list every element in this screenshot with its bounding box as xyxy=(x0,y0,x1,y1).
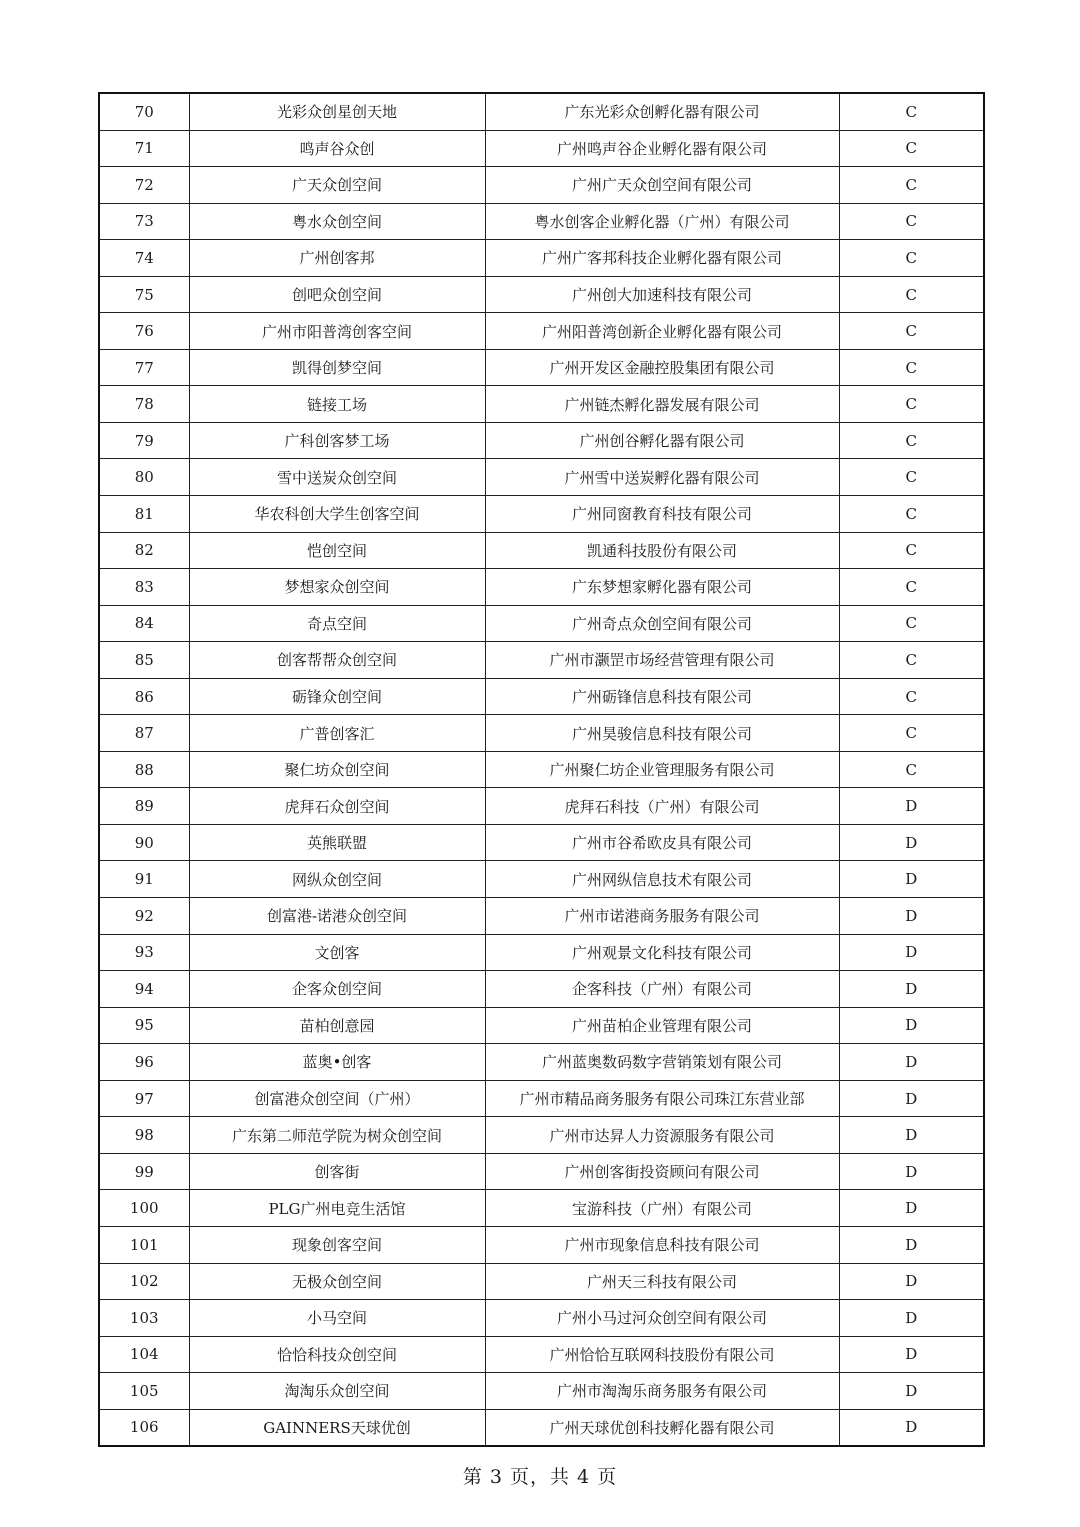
row-number-cell: 74 xyxy=(99,240,189,277)
row-number-cell: 90 xyxy=(99,824,189,861)
operator-cell: 广州昊骏信息科技有限公司 xyxy=(485,715,839,752)
table-row xyxy=(99,971,984,1008)
table-row xyxy=(99,130,984,167)
row-number-cell: 82 xyxy=(99,532,189,569)
row-number-cell: 72 xyxy=(99,167,189,204)
space-name-cell: 链接工场 xyxy=(189,386,485,423)
grade-cell: D xyxy=(839,934,984,971)
operator-cell: 粤水创客企业孵化器（广州）有限公司 xyxy=(485,203,839,240)
row-number-cell: 91 xyxy=(99,861,189,898)
operator-cell: 凯通科技股份有限公司 xyxy=(485,532,839,569)
grade-cell: D xyxy=(839,971,984,1008)
space-name-cell: 无极众创空间 xyxy=(189,1263,485,1300)
space-name-cell: 粤水众创空间 xyxy=(189,203,485,240)
table-row xyxy=(99,642,984,679)
space-name-cell: 华农科创大学生创客空间 xyxy=(189,496,485,533)
table-row xyxy=(99,1044,984,1081)
table-row xyxy=(99,1409,984,1446)
grade-cell: C xyxy=(839,203,984,240)
operator-cell: 广东梦想家孵化器有限公司 xyxy=(485,569,839,606)
operator-cell: 广州天球优创科技孵化器有限公司 xyxy=(485,1409,839,1446)
table-row xyxy=(99,788,984,825)
row-number-cell: 71 xyxy=(99,130,189,167)
space-name-cell: 砺锋众创空间 xyxy=(189,678,485,715)
grade-cell: D xyxy=(839,1226,984,1263)
grade-cell: D xyxy=(839,1373,984,1410)
table-row xyxy=(99,422,984,459)
operator-cell: 广州同窗教育科技有限公司 xyxy=(485,496,839,533)
row-number-cell: 100 xyxy=(99,1190,189,1227)
space-name-cell: 蓝奥•创客 xyxy=(189,1044,485,1081)
grade-cell: C xyxy=(839,276,984,313)
page-number: 第 3 页，共 4 页 xyxy=(462,1466,618,1488)
operator-cell: 广州苗柏企业管理有限公司 xyxy=(485,1007,839,1044)
grade-cell: D xyxy=(839,1080,984,1117)
table-row xyxy=(99,1117,984,1154)
operator-cell: 广州天三科技有限公司 xyxy=(485,1263,839,1300)
table-row xyxy=(99,1373,984,1410)
grade-cell: D xyxy=(839,1007,984,1044)
grade-cell: C xyxy=(839,715,984,752)
space-name-cell: 创富港众创空间（广州） xyxy=(189,1080,485,1117)
row-number-cell: 103 xyxy=(99,1300,189,1337)
grade-cell: D xyxy=(839,1336,984,1373)
operator-cell: 广州奇点众创空间有限公司 xyxy=(485,605,839,642)
space-name-cell: 聚仁坊众创空间 xyxy=(189,751,485,788)
table-row xyxy=(99,1190,984,1227)
table-row xyxy=(99,496,984,533)
space-name-cell: 企客众创空间 xyxy=(189,971,485,1008)
grade-cell: C xyxy=(839,313,984,350)
operator-cell: 广州市现象信息科技有限公司 xyxy=(485,1226,839,1263)
row-number-cell: 80 xyxy=(99,459,189,496)
grade-cell: C xyxy=(839,349,984,386)
table-row xyxy=(99,386,984,423)
operator-cell: 广州聚仁坊企业管理服务有限公司 xyxy=(485,751,839,788)
row-number-cell: 83 xyxy=(99,569,189,606)
table-row xyxy=(99,861,984,898)
grade-cell: C xyxy=(839,130,984,167)
space-name-cell: 广东第二师范学院为树众创空间 xyxy=(189,1117,485,1154)
operator-cell: 广州市诺港商务服务有限公司 xyxy=(485,898,839,935)
grade-cell: D xyxy=(839,1044,984,1081)
grade-cell: D xyxy=(839,1153,984,1190)
table-row xyxy=(99,203,984,240)
space-name-cell: 虎拜石众创空间 xyxy=(189,788,485,825)
row-number-cell: 94 xyxy=(99,971,189,1008)
row-number-cell: 86 xyxy=(99,678,189,715)
row-number-cell: 87 xyxy=(99,715,189,752)
table-row xyxy=(99,824,984,861)
space-name-cell: 小马空间 xyxy=(189,1300,485,1337)
space-name-cell: PLG广州电竞生活馆 xyxy=(189,1190,485,1227)
space-name-cell: GAINNERS天球优创 xyxy=(189,1409,485,1446)
table-row xyxy=(99,569,984,606)
grade-cell: D xyxy=(839,824,984,861)
table-row xyxy=(99,93,984,130)
row-number-cell: 73 xyxy=(99,203,189,240)
space-name-cell: 英熊联盟 xyxy=(189,824,485,861)
operator-cell: 广州观景文化科技有限公司 xyxy=(485,934,839,971)
row-number-cell: 105 xyxy=(99,1373,189,1410)
row-number-cell: 97 xyxy=(99,1080,189,1117)
operator-cell: 广州创客街投资顾问有限公司 xyxy=(485,1153,839,1190)
grade-cell: C xyxy=(839,605,984,642)
grade-cell: C xyxy=(839,240,984,277)
row-number-cell: 88 xyxy=(99,751,189,788)
row-number-cell: 93 xyxy=(99,934,189,971)
operator-cell: 虎拜石科技（广州）有限公司 xyxy=(485,788,839,825)
operator-cell: 广州小马过河众创空间有限公司 xyxy=(485,1300,839,1337)
grade-cell: C xyxy=(839,459,984,496)
row-number-cell: 81 xyxy=(99,496,189,533)
table-row xyxy=(99,1080,984,1117)
row-number-cell: 70 xyxy=(99,93,189,130)
operator-cell: 广州恰恰互联网科技股份有限公司 xyxy=(485,1336,839,1373)
grade-cell: D xyxy=(839,788,984,825)
grade-cell: C xyxy=(839,93,984,130)
operator-cell: 广州创大加速科技有限公司 xyxy=(485,276,839,313)
table-row xyxy=(99,240,984,277)
grade-cell: C xyxy=(839,386,984,423)
table-row xyxy=(99,1007,984,1044)
table-row xyxy=(99,898,984,935)
space-name-cell: 广普创客汇 xyxy=(189,715,485,752)
space-name-cell: 淘淘乐众创空间 xyxy=(189,1373,485,1410)
operator-cell: 广州创谷孵化器有限公司 xyxy=(485,422,839,459)
table-row xyxy=(99,1226,984,1263)
space-name-cell: 创吧众创空间 xyxy=(189,276,485,313)
operator-cell: 广州网纵信息技术有限公司 xyxy=(485,861,839,898)
row-number-cell: 106 xyxy=(99,1409,189,1446)
operator-cell: 广州蓝奥数码数字营销策划有限公司 xyxy=(485,1044,839,1081)
row-number-cell: 85 xyxy=(99,642,189,679)
operator-cell: 广州广客邦科技企业孵化器有限公司 xyxy=(485,240,839,277)
space-name-cell: 广天众创空间 xyxy=(189,167,485,204)
row-number-cell: 98 xyxy=(99,1117,189,1154)
row-number-cell: 76 xyxy=(99,313,189,350)
space-name-cell: 雪中送炭众创空间 xyxy=(189,459,485,496)
table-row xyxy=(99,276,984,313)
row-number-cell: 96 xyxy=(99,1044,189,1081)
space-name-cell: 创富港-诺港众创空间 xyxy=(189,898,485,935)
grade-cell: C xyxy=(839,642,984,679)
space-name-cell: 现象创客空间 xyxy=(189,1226,485,1263)
operator-cell: 企客科技（广州）有限公司 xyxy=(485,971,839,1008)
space-name-cell: 梦想家众创空间 xyxy=(189,569,485,606)
operator-cell: 广州鸣声谷企业孵化器有限公司 xyxy=(485,130,839,167)
operator-cell: 广州市谷希欧皮具有限公司 xyxy=(485,824,839,861)
grade-cell: C xyxy=(839,569,984,606)
row-number-cell: 102 xyxy=(99,1263,189,1300)
grade-cell: D xyxy=(839,1117,984,1154)
operator-cell: 广州雪中送炭孵化器有限公司 xyxy=(485,459,839,496)
space-name-cell: 文创客 xyxy=(189,934,485,971)
space-name-cell: 恺创空间 xyxy=(189,532,485,569)
grade-cell: C xyxy=(839,422,984,459)
space-name-cell: 广州市阳普湾创客空间 xyxy=(189,313,485,350)
table-body xyxy=(99,93,984,1446)
space-name-cell: 创客街 xyxy=(189,1153,485,1190)
grade-cell: D xyxy=(839,898,984,935)
table-row xyxy=(99,715,984,752)
row-number-cell: 75 xyxy=(99,276,189,313)
operator-cell: 广州市淘淘乐商务服务有限公司 xyxy=(485,1373,839,1410)
table-row xyxy=(99,532,984,569)
row-number-cell: 95 xyxy=(99,1007,189,1044)
grade-cell: C xyxy=(839,532,984,569)
operator-cell: 广州阳普湾创新企业孵化器有限公司 xyxy=(485,313,839,350)
row-number-cell: 101 xyxy=(99,1226,189,1263)
grade-cell: C xyxy=(839,678,984,715)
space-name-cell: 恰恰科技众创空间 xyxy=(189,1336,485,1373)
grade-cell: C xyxy=(839,496,984,533)
operator-cell: 广州市达昇人力资源服务有限公司 xyxy=(485,1117,839,1154)
operator-cell: 广东光彩众创孵化器有限公司 xyxy=(485,93,839,130)
table-row xyxy=(99,459,984,496)
space-name-cell: 凯得创梦空间 xyxy=(189,349,485,386)
grade-cell: D xyxy=(839,861,984,898)
grade-cell: C xyxy=(839,751,984,788)
table-row xyxy=(99,167,984,204)
row-number-cell: 92 xyxy=(99,898,189,935)
space-name-cell: 创客帮帮众创空间 xyxy=(189,642,485,679)
grade-cell: D xyxy=(839,1300,984,1337)
space-name-cell: 鸣声谷众创 xyxy=(189,130,485,167)
table-row xyxy=(99,751,984,788)
row-number-cell: 84 xyxy=(99,605,189,642)
row-number-cell: 79 xyxy=(99,422,189,459)
grade-cell: D xyxy=(839,1190,984,1227)
table-row xyxy=(99,313,984,350)
space-name-cell: 广科创客梦工场 xyxy=(189,422,485,459)
table-row xyxy=(99,1153,984,1190)
space-name-cell: 网纵众创空间 xyxy=(189,861,485,898)
operator-cell: 广州链杰孵化器发展有限公司 xyxy=(485,386,839,423)
grade-cell: C xyxy=(839,167,984,204)
row-number-cell: 99 xyxy=(99,1153,189,1190)
space-name-cell: 广州创客邦 xyxy=(189,240,485,277)
row-number-cell: 78 xyxy=(99,386,189,423)
table-row xyxy=(99,349,984,386)
table-row xyxy=(99,1263,984,1300)
operator-cell: 广州市灏罡市场经营管理有限公司 xyxy=(485,642,839,679)
operator-cell: 广州广天众创空间有限公司 xyxy=(485,167,839,204)
space-name-cell: 光彩众创星创天地 xyxy=(189,93,485,130)
row-number-cell: 104 xyxy=(99,1336,189,1373)
row-number-cell: 89 xyxy=(99,788,189,825)
table-row xyxy=(99,1336,984,1373)
grade-cell: D xyxy=(839,1409,984,1446)
row-number-cell: 77 xyxy=(99,349,189,386)
listing-table xyxy=(98,92,985,1447)
space-name-cell: 苗柏创意园 xyxy=(189,1007,485,1044)
operator-cell: 宝游科技（广州）有限公司 xyxy=(485,1190,839,1227)
table-row xyxy=(99,1300,984,1337)
operator-cell: 广州市精品商务服务有限公司珠江东营业部 xyxy=(485,1080,839,1117)
operator-cell: 广州砺锋信息科技有限公司 xyxy=(485,678,839,715)
space-name-cell: 奇点空间 xyxy=(189,605,485,642)
operator-cell: 广州开发区金融控股集团有限公司 xyxy=(485,349,839,386)
grade-cell: D xyxy=(839,1263,984,1300)
table-row xyxy=(99,605,984,642)
table-row xyxy=(99,934,984,971)
table-row xyxy=(99,678,984,715)
